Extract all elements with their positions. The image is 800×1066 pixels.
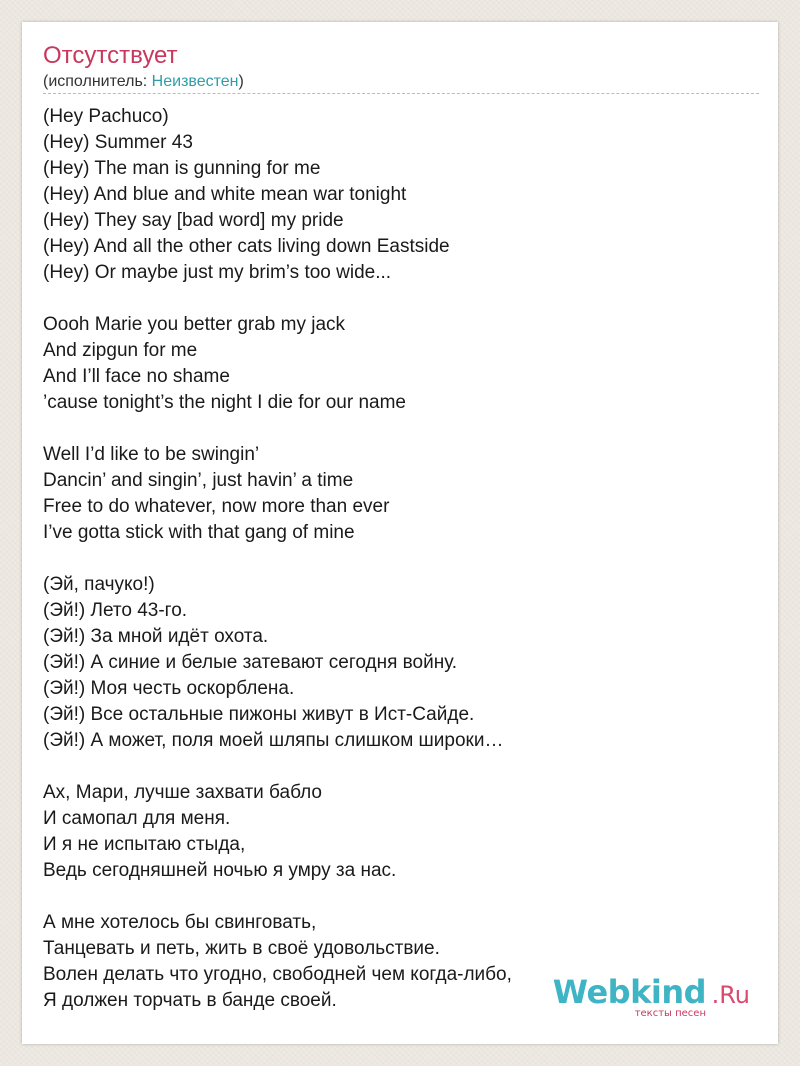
lyric-line: And zipgun for me	[43, 340, 198, 361]
lyric-line: (Эй, пачуко!)	[43, 574, 155, 595]
lyric-line: Волен делать что угодно, свободней чем когда-либо,	[43, 964, 512, 985]
lyrics-text	[43, 104, 763, 1014]
lyric-line: (Эй!) А синие и белые затевают сегодня войну.	[43, 652, 458, 673]
logo-tld: .Ru	[711, 981, 750, 1009]
lyric-line: Well I’d like to be swingin’	[43, 444, 260, 465]
lyric-line: Oooh Marie you better grab my jack	[43, 314, 346, 335]
lyric-line: (Hey) And blue and white mean war tonight	[43, 184, 407, 205]
lyric-line: А мне хотелось бы свинговать,	[43, 912, 317, 933]
lyric-line: (Hey) Summer 43	[43, 132, 193, 153]
dashed-divider	[43, 93, 759, 94]
lyric-line: (Эй!) Лето 43-го.	[43, 600, 188, 621]
lyrics-stanza	[43, 104, 763, 286]
lyric-line: И я не испытаю стыда,	[43, 834, 246, 855]
lyric-line: Free to do whatever, now more than ever	[43, 496, 390, 517]
lyric-line: (Hey) They say [bad word] my pride	[43, 210, 344, 231]
webkind-logo[interactable]	[552, 973, 750, 1022]
lyric-line: And I’ll face no shame	[43, 366, 230, 387]
lyric-line: Ведь сегодняшней ночью я умру за нас.	[43, 860, 397, 881]
lyric-line: (Hey) And all the other cats living down Eastside	[43, 236, 450, 257]
lyric-line: (Эй!) Все остальные пижоны живут в Ист-Сайде.	[43, 704, 475, 725]
lyrics-sheet	[22, 22, 778, 1044]
lyrics-stanza	[43, 312, 763, 416]
lyric-line: I’ve gotta stick with that gang of mine	[43, 522, 355, 543]
lyric-line: Dancin’ and singin’, just havin’ a time	[43, 470, 354, 491]
lyric-line: И самопал для меня.	[43, 808, 231, 829]
lyric-line: (Hey Pachuco)	[43, 106, 169, 127]
artist-suffix: )	[238, 73, 244, 90]
lyrics-stanza	[43, 780, 763, 884]
lyric-line: (Hey) The man is gunning for me	[43, 158, 321, 179]
logo-tagline: тексты песен	[634, 1008, 706, 1019]
lyric-line: Я должен торчать в банде своей.	[43, 990, 337, 1011]
lyric-line: (Эй!) Моя честь оскорблена.	[43, 678, 295, 699]
logo-wordmark: Webkind	[552, 973, 706, 1011]
lyric-line: Танцевать и петь, жить в своё удовольствие.	[43, 938, 440, 959]
lyrics-stanza	[43, 442, 763, 546]
artist-link[interactable]: Неизвестен	[151, 73, 239, 90]
lyric-line: (Hey) Or maybe just my brim’s too wide...	[43, 262, 392, 283]
lyric-line: Ах, Мари, лучше захвати бабло	[43, 782, 322, 803]
song-title: Отсутствует	[43, 42, 178, 69]
artist-prefix: (исполнитель:	[43, 73, 152, 90]
artist-line	[43, 72, 244, 92]
lyric-line: ’cause tonight’s the night I die for our name	[43, 392, 406, 413]
lyric-line: (Эй!) А может, поля моей шляпы слишком широки…	[43, 730, 504, 751]
lyrics-stanza	[43, 572, 763, 754]
lyric-line: (Эй!) За мной идёт охота.	[43, 626, 269, 647]
